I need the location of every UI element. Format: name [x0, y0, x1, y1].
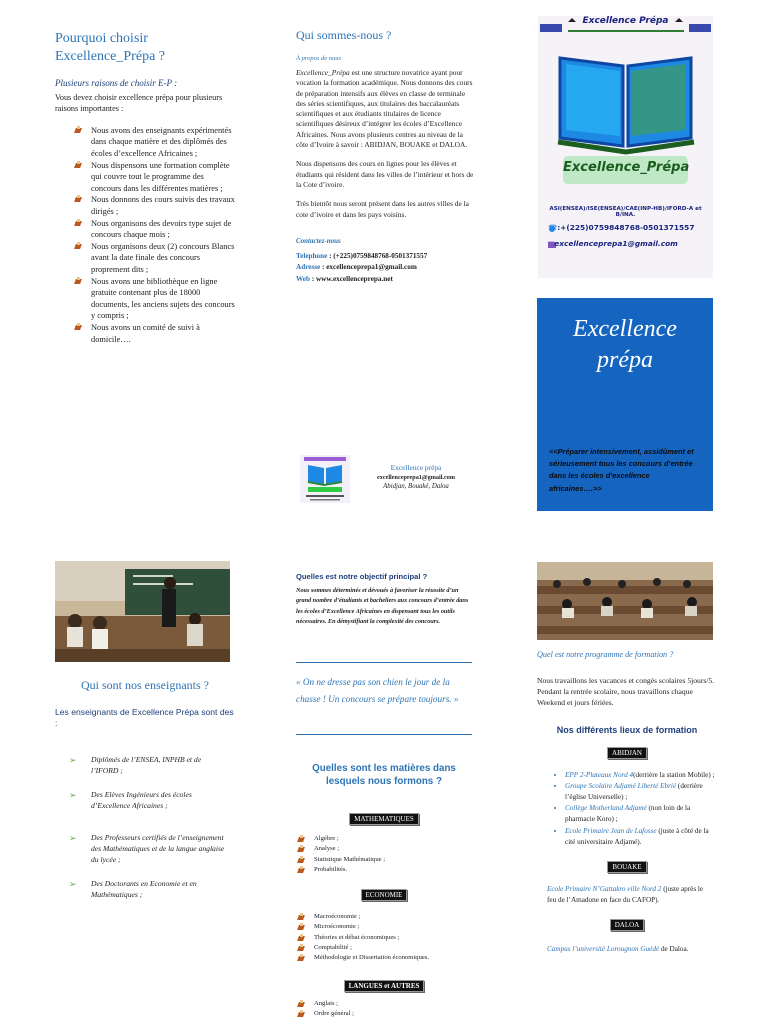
- list-item: Nous organisons des devoirs type sujet de concours chaque mois ;: [73, 218, 235, 241]
- list-item: Ordre général ;: [296, 1009, 472, 1019]
- logo-email: ✉excellenceprepa1@gmail.com: [548, 239, 678, 248]
- program-section: [537, 650, 717, 955]
- objective-section: [296, 572, 472, 628]
- pen-bullet-icon: [298, 944, 306, 952]
- list-item: ➢ Diplômés de l’ENSEA, INPHB et de l’IFORD ;: [69, 755, 202, 775]
- who-title: Qui sommes-nous ?: [296, 28, 392, 42]
- pen-bullet-icon: [298, 923, 306, 931]
- arrow-bullet-icon: ➢: [69, 833, 77, 844]
- logo-schools: ASI(ENSEA)/ISE(ENSEA)/CAE(INP-HB)/IFORD-A et B/INA.: [549, 206, 702, 218]
- pen-bullet-icon: [298, 934, 306, 942]
- pen-bullet-icon: [75, 161, 83, 169]
- phone-icon: ☎: [548, 223, 558, 232]
- program-title: Quel est notre programme de formation ?: [537, 650, 674, 659]
- teachers-list: [69, 755, 229, 900]
- list-item: • Ecole Primaire Jean de Lafosse (juste à côté de la cité universitaire Adjamé).: [565, 826, 717, 848]
- card-email: excellenceprepa1@gmail.com: [377, 474, 455, 481]
- column-middle: [296, 28, 474, 285]
- online-text: Nous dispensons des cours en lignes pour les élèves et étudiants qui résident dans les villes de l’intérieur et hors de la Cote d’ivoire.: [296, 159, 474, 189]
- pen-bullet-icon: [75, 242, 83, 250]
- list-item: Statistique Mathématique ;: [296, 855, 472, 865]
- list-item: Méthodologie et Dissertation économiques.: [296, 953, 472, 963]
- pen-bullet-icon: [298, 835, 306, 843]
- eco-label: ECONOMIE: [361, 889, 408, 901]
- abidjan-label: ABIDJAN: [607, 747, 647, 759]
- quote-rule-bottom: [296, 734, 472, 735]
- lang-list: [296, 999, 472, 1020]
- list-item: • Collège Motherland Adjamé (non loin de la pharmacie Koro) ;: [565, 803, 717, 825]
- bouake-text: Ecole Primaire N’Gattakro ville Nord 2 (juste après le feu de l’Amadone en face du CAFOP).: [547, 885, 704, 905]
- teachers-title: Qui sont nos enseignants ?: [81, 678, 209, 692]
- why-subtitle: Plusieurs raisons de choisir E-P :: [55, 78, 178, 88]
- subjects-section: [296, 762, 472, 1019]
- pen-bullet-icon: [298, 866, 306, 874]
- objective-text: Nous sommes déterminés et dévoués à favoriser la réussite d’un grand nombre d’étudiants et bacheliers aux concours d’entrée dans les écoles d’Excellence Africaines en dispensant tous les outils nécessaires. En démystifiant la complexité des concours.: [296, 587, 469, 626]
- web-line: Web : www.excellenceprepa.net: [296, 274, 393, 283]
- phone-line: Telephone : (+225)0759848768-0501371557: [296, 251, 428, 260]
- pen-bullet-icon: [75, 323, 83, 331]
- list-item: • EPP 2-Plateaux Nord 4(derrière la station Mobile) ;: [565, 770, 717, 781]
- teachers-intro: Les enseignants de Excellence Prépa sont des :: [55, 707, 234, 728]
- list-item: Nous avons une bibliothèque en ligne gratuite contenant plus de 18000 documents, les anciens sujets des concours y compris ;: [73, 276, 235, 322]
- pen-bullet-icon: [298, 845, 306, 853]
- banner-title: Excellence prépa: [573, 316, 677, 373]
- list-item: Nous donnons des cours suivis des travaux dirigés ;: [73, 194, 235, 217]
- banner-text: <<Préparer intensivement, assidûment et sérieusement tous les concours d’entrée dans les écoles d’excellence africaines….>>: [549, 447, 694, 493]
- list-item: Algèbre ;: [296, 834, 472, 844]
- logo-name: Excellence_Prépa: [563, 160, 690, 175]
- soon-text: Très bientôt nous seront présent dans les autres villes de la cote d’ivoire et dans les pays voisins.: [296, 199, 469, 219]
- daloa-label: DALOA: [610, 919, 645, 931]
- list-item: Nous organisons deux (2) concours Blancs avant la date finale des concours proprement dits ;: [73, 241, 235, 276]
- daloa-text: Campus l’université Lorougnon Guédé de Daloa.: [547, 945, 689, 954]
- list-item: Anglais ;: [296, 999, 472, 1009]
- why-title: Pourquoi choisir Excellence_Prépa ?: [55, 31, 165, 64]
- locations-title: Nos différents lieux de formation: [556, 724, 698, 735]
- logo-phone: ☎:+(225)0759848768-0501371557: [548, 223, 695, 232]
- list-item: • Groupe Scolaire Adjamé Liberté Ebrié (derrière l’église Universelle) ;: [565, 781, 717, 803]
- address-line: Adresse : excellenceprepa1@gmail.com: [296, 263, 417, 272]
- list-item: ➢ Des Professeurs certifiés de l’enseignement des Mathématiques et de la langue anglaise du lycée ;: [69, 833, 225, 864]
- card-name: Excellence prépa: [390, 463, 442, 472]
- lang-label: LANGUES et AUTRES: [344, 980, 425, 992]
- contact-info: [296, 251, 474, 286]
- logo-top-text: Excellence Prépa: [582, 16, 669, 26]
- brand-logo: [538, 16, 713, 278]
- arrow-bullet-icon: ➢: [69, 790, 77, 801]
- list-item: Nous avons des enseignants expérimentés dans chaque matière et des diplômés des écoles d’excellence Africaines ;: [73, 125, 235, 160]
- bouake-label-wrap: [537, 856, 717, 874]
- pen-bullet-icon: [75, 195, 83, 203]
- abidjan-label-wrap: [537, 742, 717, 760]
- bouake-label: BOUAKE: [607, 861, 646, 873]
- card-cities: Abidjan, Bouaké, Daloa: [383, 483, 449, 490]
- pen-bullet-icon: [298, 1010, 306, 1018]
- quote-rule-top: [296, 662, 472, 663]
- abidjan-list: [537, 770, 717, 848]
- list-item: Nous dispensons une formation complète qui couvre tout le programme des concours dans les différentes matières ;: [73, 160, 235, 195]
- list-item: Analyse ;: [296, 844, 472, 854]
- mini-logo: [300, 455, 350, 503]
- column-left: [55, 30, 235, 345]
- list-item: Macroéconomie ;: [296, 912, 472, 922]
- lang-label-wrap: [296, 975, 472, 993]
- banner: [537, 298, 713, 511]
- subjects-title: Quelles sont les matières dans lesquels nous formons ?: [312, 763, 456, 787]
- contact-label: Contactez-nous: [296, 236, 341, 245]
- list-item: Comptabilité ;: [296, 943, 472, 953]
- why-intro: Vous devez choisir excellence prépa pour plusieurs raisons importantes :: [55, 93, 223, 114]
- list-item: ➢ Des Elèves Ingénieurs des écoles d’Excellence Africaines ;: [69, 790, 192, 810]
- list-item: Nous avons un comité de suivi à domicile….: [73, 322, 235, 345]
- card-text: [352, 463, 480, 490]
- classroom-photo: [55, 561, 230, 662]
- pen-bullet-icon: [298, 913, 306, 921]
- objective-title: Quelles est notre objectif principal ?: [296, 572, 428, 581]
- arrow-bullet-icon: ➢: [69, 755, 77, 765]
- list-item: Théories et débat économiques ;: [296, 933, 472, 943]
- arrow-bullet-icon: ➢: [69, 879, 77, 890]
- about-label: À propos de nous: [296, 55, 342, 62]
- about-text: Excellence_Prépa est une structure novatrice ayant pour vocation la formation académique. Nous donnons des cours de préparation intensifs aux élèves en classe de terminale des séries scientifiques, aux titulaires des baccalauréats scientifiques et aux étudiants titulaires de licence scientifiques désireux d’intégrer les écoles d’Excellence Africaines. Nous avons plusieurs centres au niveau de la côte d’Ivoire à savoir : ABIDJAN, BOUAKE et DALOA.: [296, 68, 473, 150]
- teachers-section: [55, 678, 235, 900]
- reasons-list: [73, 125, 235, 345]
- exam-room-photo: [537, 562, 713, 640]
- list-item: ➢ Des Doctorants en Economie et en Mathématiques ;: [69, 879, 197, 899]
- quote-text: « On ne dresse pas son chien le jour de la chasse ! Un concours se prépare toujours. »: [296, 677, 459, 705]
- pen-bullet-icon: [75, 219, 83, 227]
- daloa-label-wrap: [537, 914, 717, 932]
- pen-bullet-icon: [75, 277, 83, 285]
- mail-icon: ✉: [548, 239, 555, 248]
- list-item: Probabilités.: [296, 865, 472, 875]
- pen-bullet-icon: [75, 126, 83, 134]
- math-label: MATHEMATIQUES: [349, 813, 419, 825]
- eco-list: [296, 912, 472, 963]
- list-item: Microéconomie ;: [296, 922, 472, 932]
- pen-bullet-icon: [298, 856, 306, 864]
- pen-bullet-icon: [298, 1000, 306, 1008]
- math-list: [296, 834, 472, 875]
- math-label-wrap: [296, 808, 472, 826]
- pen-bullet-icon: [298, 954, 306, 962]
- program-text: Nous travaillons les vacances et congés scolaires 5jours/5. Pendant la rentrée scolaire, nous travaillons chaque Weekend et jours fériées.: [537, 676, 715, 708]
- eco-label-wrap: [296, 884, 472, 902]
